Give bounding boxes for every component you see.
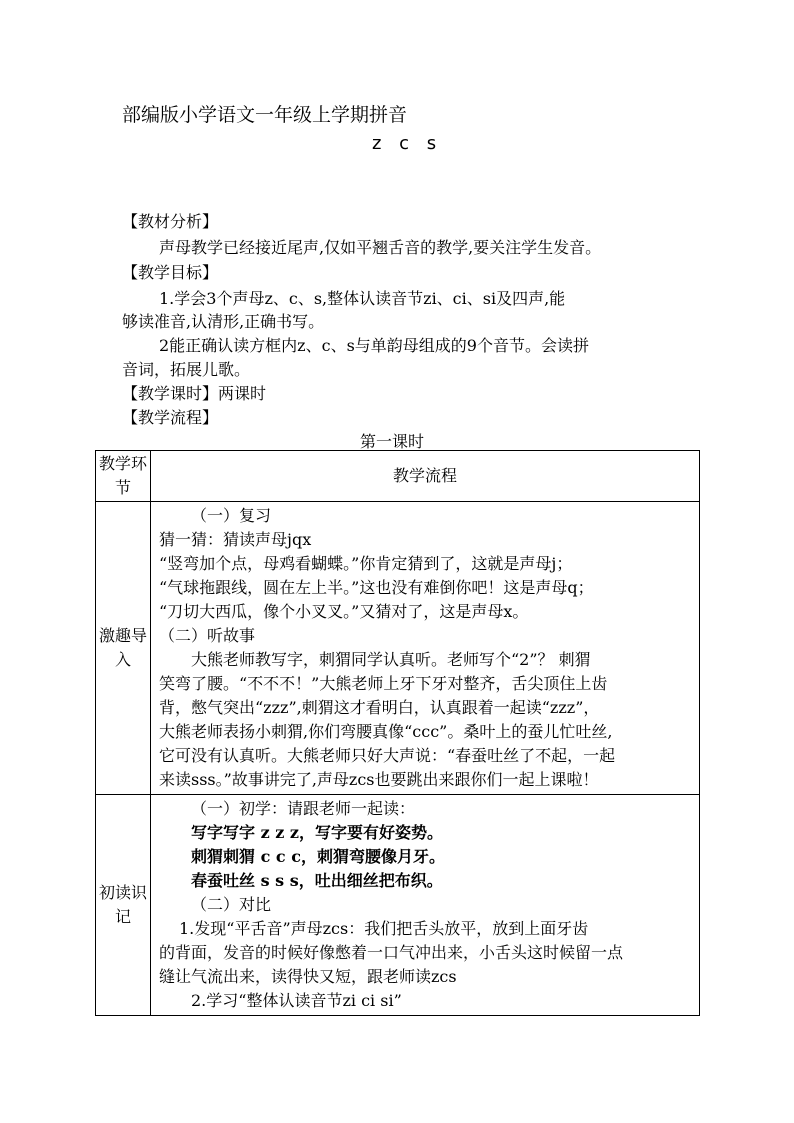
intro-line: 来读sss。”故事讲完了,声母zcs也要跳出来跟你们一起上课啦！ xyxy=(159,770,599,789)
intro-line: 猜一猜：猜读声母jqx xyxy=(159,530,312,549)
lesson-flow-table xyxy=(95,450,700,1016)
goal-2-line-1: 2能正确认读方框内z、c、s与单韵母组成的9个音节。会读拼 xyxy=(159,336,589,355)
reading-line: 的背面，发音的时候好像憋着一口气冲出来，小舌头这时候留一点 xyxy=(159,943,624,962)
intro-line: 它可没有认真听。大熊老师只好大声说：“春蚕吐丝了不起，一起 xyxy=(159,746,616,765)
reading-line: （一）初学：请跟老师一起读： xyxy=(191,799,416,818)
intro-line: 大熊老师教写字，刺猬同学认真听。老师写个“2”？ 刺猬 xyxy=(191,650,591,669)
intro-line: 背，憋气突出“zzz”,刺猬这才看明白，认真跟着一起读“zzz”， xyxy=(159,698,600,717)
goals-heading: 【教学目标】 xyxy=(122,263,219,282)
rhyme-line: 写字写字 z z z，写字要有好姿势。 xyxy=(191,823,443,842)
intro-line: 大熊老师表扬小刺猬,你们弯腰真像“ccc”。桑叶上的蚕儿忙吐丝, xyxy=(159,722,613,741)
header-stage-text: 教学环节 xyxy=(98,454,147,497)
process-heading: 【教学流程】 xyxy=(122,408,219,427)
hours-heading: 【教学课时】两课时 xyxy=(122,384,267,403)
process-cell-intro xyxy=(151,502,700,795)
table-row xyxy=(96,502,700,795)
stage-cell-first-reading xyxy=(96,795,151,1016)
intro-line: “竖弯加个点，母鸡看蝴蝶。”你肯定猜到了，这就是声母j； xyxy=(159,554,573,573)
rhyme-line: 刺猬刺猬 c c c，刺猬弯腰像月牙。 xyxy=(191,847,445,866)
intro-line: “刀切大西瓜，像个小叉叉。”又猜对了，这是声母x。 xyxy=(159,602,529,621)
rhyme-line: 春蚕吐丝 s s s，吐出细丝把布织。 xyxy=(191,871,443,890)
stage-label-first-reading: 初读识记 xyxy=(98,883,147,926)
document-title: 部编版小学语文一年级上学期拼音 xyxy=(122,104,408,126)
process-cell-first-reading xyxy=(151,795,700,1016)
reading-line: 2.学习“整体认读音节zi ci si” xyxy=(191,991,402,1010)
goal-1-line-2: 够读准音,认清形,正确书写。 xyxy=(122,312,325,331)
stage-cell-intro xyxy=(96,502,151,795)
intro-line: （二）听故事 xyxy=(159,626,256,645)
table-header-row xyxy=(96,451,700,502)
stage-label-intro: 激趣导入 xyxy=(98,626,147,669)
intro-line: 笑弯了腰。“不不不！”大熊老师上牙下牙对整齐，舌尖顶住上齿 xyxy=(159,674,608,693)
reading-line: 缝让气流出来，读得快又短，跟老师读zcs xyxy=(159,967,457,986)
analysis-text: 声母教学已经接近尾声,仅如平翘舌音的教学,要关注学生发音。 xyxy=(159,238,602,257)
reading-line: 1.发现“平舌音”声母zcs：我们把舌头放平，放到上面牙齿 xyxy=(179,919,589,938)
analysis-heading: 【教材分析】 xyxy=(122,212,219,231)
goal-2-line-2: 音词，拓展儿歌。 xyxy=(122,360,251,379)
goal-1-line-1: 1.学会3个声母z、c、s,整体认读音节zi、ci、si及四声,能 xyxy=(159,289,566,308)
table-row xyxy=(96,795,700,1016)
header-process-text: 教学流程 xyxy=(392,466,457,485)
header-cell-stage xyxy=(96,451,151,502)
intro-line: “气球拖跟线，圆在左上半。”这也没有难倒你吧！这是声母q； xyxy=(159,578,594,597)
reading-line: （二）对比 xyxy=(191,895,272,914)
header-cell-process xyxy=(151,451,700,502)
lesson-label: 第一课时 xyxy=(360,432,425,451)
lesson-title: z c s xyxy=(372,133,443,154)
intro-line: （一）复习 xyxy=(191,506,272,525)
